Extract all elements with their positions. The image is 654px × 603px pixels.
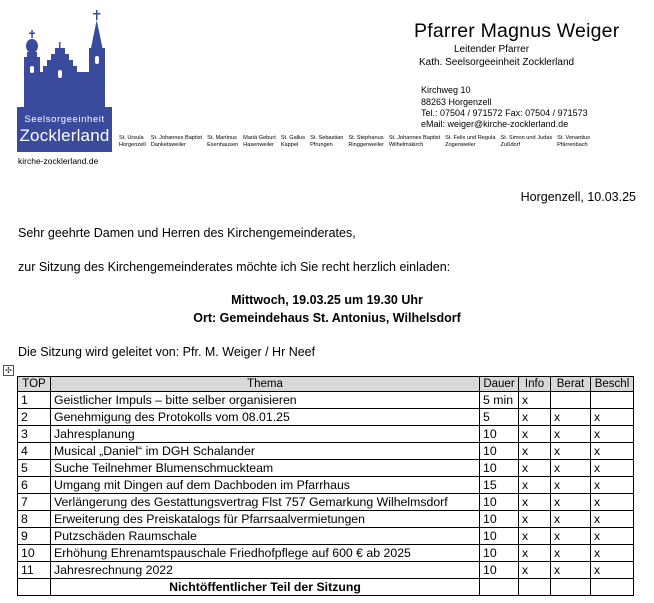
header-thema: Thema xyxy=(51,377,480,392)
cell-thema: Musical „Daniel“ im DGH Schalander xyxy=(51,443,480,460)
cell-info: x xyxy=(519,392,551,409)
cell-thema: Suche Teilnehmer Blumenschmuckteam xyxy=(51,460,480,477)
cell-dauer: 10 xyxy=(480,528,519,545)
parish-item: St. Simon und Judas Zußdorf xyxy=(500,135,553,148)
cell-dauer: 10 xyxy=(480,511,519,528)
parish-item: St. Venantius Pfärrenbach xyxy=(557,135,591,148)
cell-berat xyxy=(551,392,591,409)
cell-beschl xyxy=(591,392,634,409)
cell-dauer: 15 xyxy=(480,477,519,494)
sender-role: Leitender Pfarrer xyxy=(454,44,530,55)
cell-empty xyxy=(519,579,551,596)
cell-beschl: x xyxy=(591,477,634,494)
table-row xyxy=(18,494,634,511)
cell-berat: x xyxy=(551,426,591,443)
cell-dauer: 10 xyxy=(480,443,519,460)
table-row xyxy=(18,545,634,562)
cell-dauer: 10 xyxy=(480,460,519,477)
cell-info: x xyxy=(519,562,551,579)
place-date: Horgenzell, 10.03.25 xyxy=(520,190,636,204)
cell-beschl: x xyxy=(591,409,634,426)
table-header-row xyxy=(18,377,634,392)
cell-info: x xyxy=(519,443,551,460)
cell-thema: Jahresrechnung 2022 xyxy=(51,562,480,579)
header-info: Info xyxy=(519,377,551,392)
sender-phone: Tel.: 07504 / 971572 Fax: 07504 / 971573 xyxy=(421,108,588,118)
table-row xyxy=(18,562,634,579)
table-row xyxy=(18,443,634,460)
cell-info: x xyxy=(519,494,551,511)
cell-berat: x xyxy=(551,477,591,494)
sender-unit: Kath. Seelsorgeeinheit Zocklerland xyxy=(419,57,575,68)
invitation-text: zur Sitzung des Kirchengemeinderates möchte ich Sie recht herzlich einladen: xyxy=(18,260,451,274)
table-row xyxy=(18,426,634,443)
cell-dauer: 10 xyxy=(480,545,519,562)
cell-dauer: 5 min xyxy=(480,392,519,409)
parish-item: St. Gallus Kappel xyxy=(280,135,306,148)
website-link[interactable]: kirche-zocklerland.de xyxy=(18,156,99,166)
cell-beschl: x xyxy=(591,443,634,460)
header-berat: Berat xyxy=(551,377,591,392)
cell-thema: Geistlicher Impuls – bitte selber organisieren xyxy=(51,392,480,409)
cell-thema: Genehmigung des Protokolls vom 08.01.25 xyxy=(51,409,480,426)
parish-item: St. Felix und Regula Zogenweiler xyxy=(445,135,496,148)
parish-item: St. Johannes Baptist Danketsweiler xyxy=(150,135,203,148)
cell-beschl: x xyxy=(591,460,634,477)
cell-berat: x xyxy=(551,409,591,426)
cell-top: 5 xyxy=(18,460,51,477)
parish-item: St. Stephanus Ringgenweiler xyxy=(348,135,384,148)
header-beschl: Beschl xyxy=(591,377,634,392)
cell-top: 3 xyxy=(18,426,51,443)
cell-info: x xyxy=(519,545,551,562)
parish-item: St. Johannes Baptist Wilhelmskirch xyxy=(388,135,441,148)
cell-berat: x xyxy=(551,545,591,562)
cell-empty xyxy=(591,579,634,596)
table-row xyxy=(18,409,634,426)
header-dauer: Dauer xyxy=(480,377,519,392)
cell-beschl: x xyxy=(591,545,634,562)
header-top: TOP xyxy=(18,377,51,392)
table-move-handle-icon[interactable]: ✣ xyxy=(3,365,14,376)
cell-empty xyxy=(480,579,519,596)
cell-empty xyxy=(18,579,51,596)
sender-name: Pfarrer Magnus Weiger xyxy=(414,20,620,42)
cell-info: x xyxy=(519,460,551,477)
cell-info: x xyxy=(519,511,551,528)
parish-item: Mariä Geburt Hasenweiler xyxy=(243,135,276,148)
parish-item: St. Ursula Horgenzell xyxy=(119,135,146,148)
cell-thema: Umgang mit Dingen auf dem Dachboden im Pfarrhaus xyxy=(51,477,480,494)
table-row xyxy=(18,511,634,528)
cell-berat: x xyxy=(551,443,591,460)
cell-top: 7 xyxy=(18,494,51,511)
cell-top: 1 xyxy=(18,392,51,409)
cell-dauer: 10 xyxy=(480,426,519,443)
cell-info: x xyxy=(519,409,551,426)
table-footer-row xyxy=(18,579,634,596)
salutation: Sehr geehrte Damen und Herren des Kirchengemeinderates, xyxy=(18,226,356,240)
cell-top: 2 xyxy=(18,409,51,426)
cell-beschl: x xyxy=(591,528,634,545)
cell-thema: Verlängerung des Gestattungsvertrag Flst 757 Gemarkung Wilhelmsdorf xyxy=(51,494,480,511)
table-row xyxy=(18,392,634,409)
cell-info: x xyxy=(519,426,551,443)
agenda-table xyxy=(17,376,634,596)
parish-list xyxy=(119,135,595,149)
chair-line: Die Sitzung wird geleitet von: Pfr. M. Weiger / Hr Neef xyxy=(18,345,316,359)
cell-beschl: x xyxy=(591,426,634,443)
cell-dauer: 10 xyxy=(480,494,519,511)
cell-beschl: x xyxy=(591,562,634,579)
parish-item: St. Martinus Esenhausen xyxy=(207,135,239,148)
cell-berat: x xyxy=(551,494,591,511)
church-logo-icon xyxy=(17,8,112,108)
cell-beschl: x xyxy=(591,494,634,511)
sender-city: 88263 Horgenzell xyxy=(421,97,492,107)
sender-email[interactable]: eMail: weiger@kirche-zocklerland.de xyxy=(421,119,569,129)
logo-text-line1: Seelsorgeeinheit xyxy=(24,114,105,125)
cell-top: 8 xyxy=(18,511,51,528)
cell-berat: x xyxy=(551,460,591,477)
footer-nonpublic: Nichtöffentlicher Teil der Sitzung xyxy=(51,579,480,596)
cell-empty xyxy=(551,579,591,596)
cell-top: 11 xyxy=(18,562,51,579)
cell-dauer: 5 xyxy=(480,409,519,426)
cell-thema: Jahresplanung xyxy=(51,426,480,443)
cell-thema: Erhöhung Ehrenamtspauschale Friedhofpflege auf 600 € ab 2025 xyxy=(51,545,480,562)
table-row xyxy=(18,528,634,545)
cell-berat: x xyxy=(551,528,591,545)
cell-thema: Putzschäden Raumschale xyxy=(51,528,480,545)
cell-top: 10 xyxy=(18,545,51,562)
meeting-location: Ort: Gemeindehaus St. Antonius, Wilhelsdorf xyxy=(193,311,461,325)
meeting-date: Mittwoch, 19.03.25 um 19.30 Uhr xyxy=(231,293,423,307)
cell-dauer: 10 xyxy=(480,562,519,579)
cell-berat: x xyxy=(551,562,591,579)
cell-thema: Erweiterung des Preiskatalogs für Pfarrsaalvermietungen xyxy=(51,511,480,528)
cell-beschl: x xyxy=(591,511,634,528)
parish-item: St. Sebastian Pfrungen xyxy=(310,135,344,148)
table-row xyxy=(18,460,634,477)
cell-top: 6 xyxy=(18,477,51,494)
cell-top: 9 xyxy=(18,528,51,545)
cell-info: x xyxy=(519,477,551,494)
table-row xyxy=(18,477,634,494)
logo-text-line2: Zocklerland xyxy=(19,126,110,145)
cell-top: 4 xyxy=(18,443,51,460)
sender-street: Kirchweg 10 xyxy=(421,85,471,95)
cell-info: x xyxy=(519,528,551,545)
cell-berat: x xyxy=(551,511,591,528)
